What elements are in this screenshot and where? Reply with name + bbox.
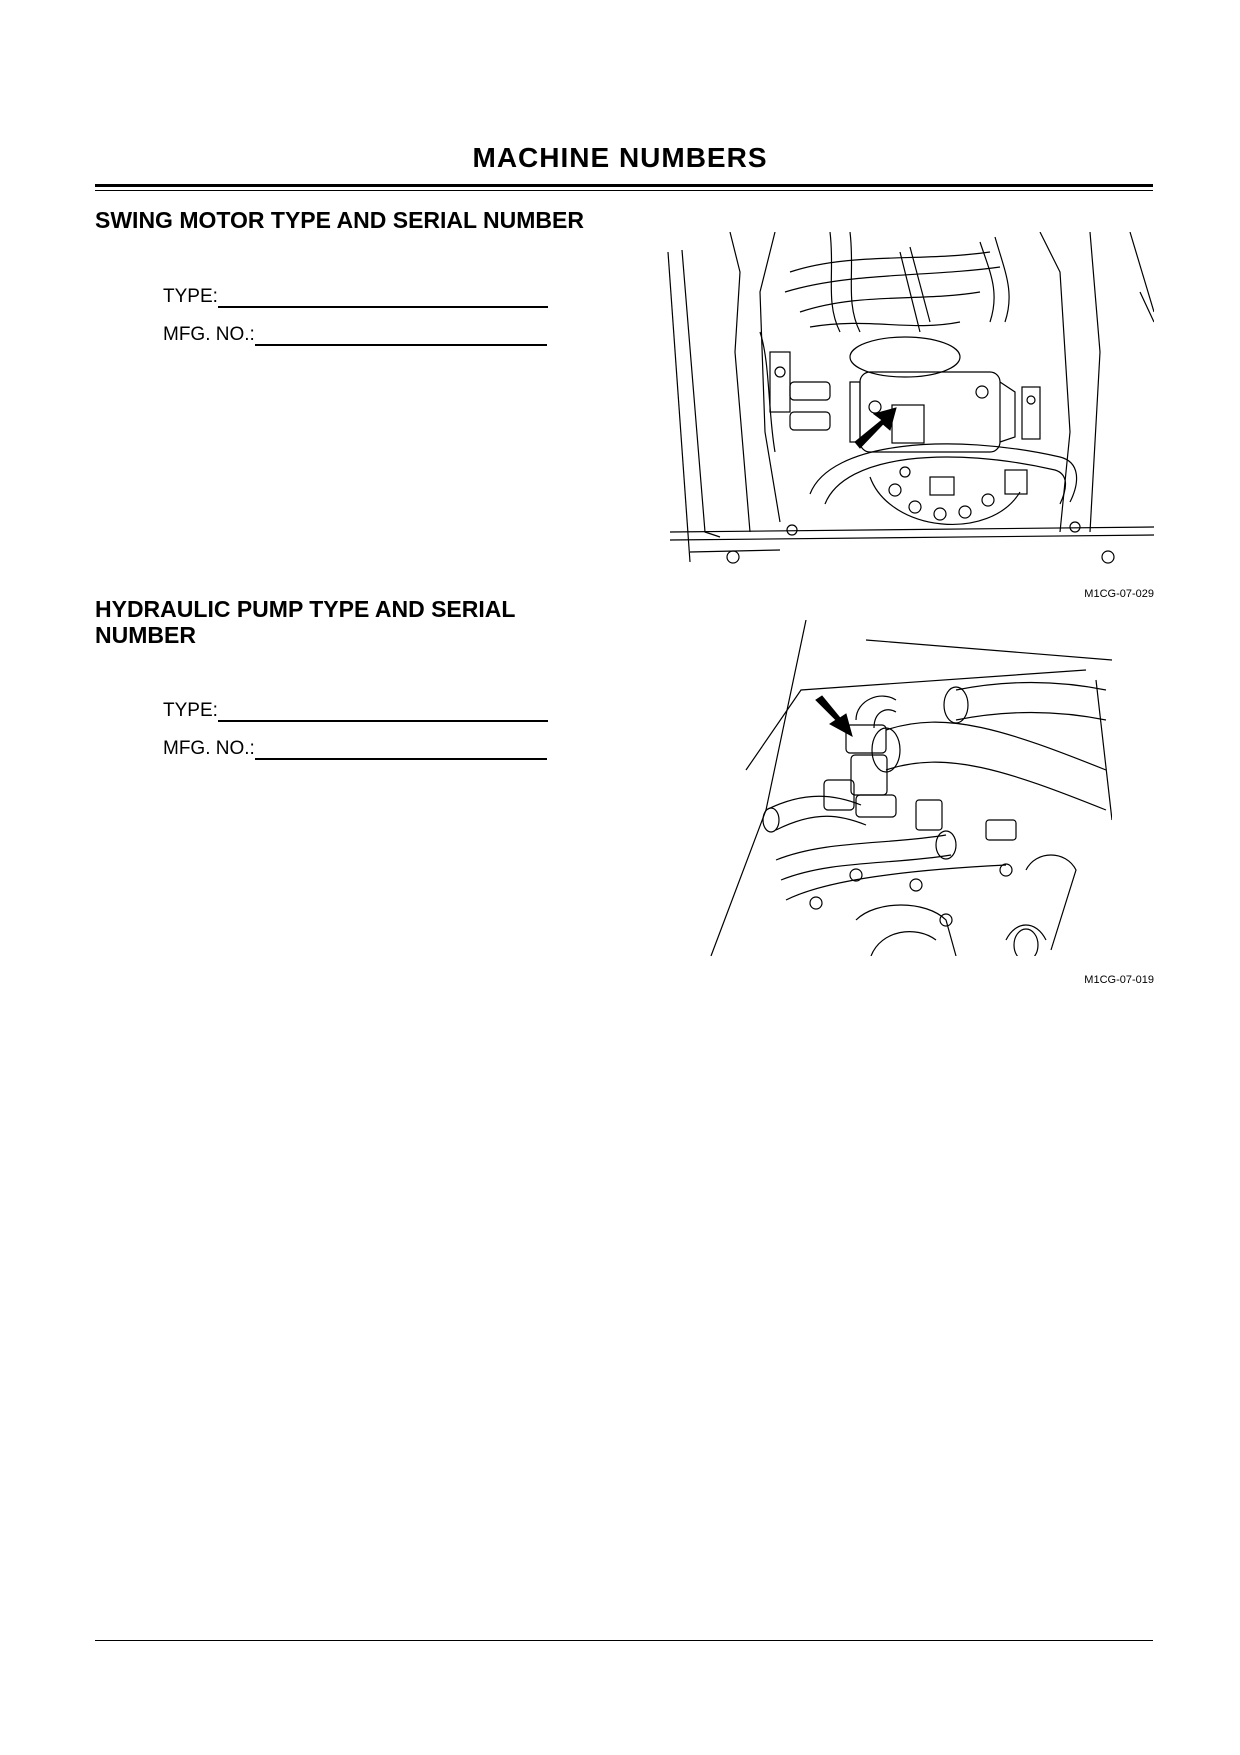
heading-line: HYDRAULIC PUMP TYPE AND SERIAL [95, 596, 516, 622]
swing-motor-illustration [660, 232, 1154, 580]
field-blank-line [255, 326, 547, 346]
swing-motor-mfg-no-field[interactable] [163, 324, 547, 346]
footer-rule [95, 1640, 1153, 1641]
figure-code-2: M1CG-07-019 [1084, 974, 1154, 986]
hydraulic-pump-illustration [706, 620, 1112, 956]
field-label: MFG. NO.: [163, 738, 255, 759]
swing-motor-type-field[interactable] [163, 286, 548, 308]
swing-motor-heading: SWING MOTOR TYPE AND SERIAL NUMBER [95, 207, 584, 233]
hydraulic-pump-mfg-no-field[interactable] [163, 738, 547, 760]
field-label: TYPE: [163, 286, 218, 307]
page-title: MACHINE NUMBERS [472, 142, 768, 173]
field-label: TYPE: [163, 700, 218, 721]
arrow-icon [816, 696, 852, 736]
title-rule [95, 184, 1153, 191]
figure-code-1: M1CG-07-029 [1084, 588, 1154, 600]
field-label: MFG. NO.: [163, 324, 255, 345]
hydraulic-pump-type-field[interactable] [163, 700, 548, 722]
hydraulic-pump-heading [95, 596, 515, 648]
field-blank-line [218, 288, 548, 308]
heading-line: NUMBER [95, 622, 196, 648]
arrow-icon [855, 408, 896, 448]
field-blank-line [255, 740, 547, 760]
field-blank-line [218, 702, 548, 722]
